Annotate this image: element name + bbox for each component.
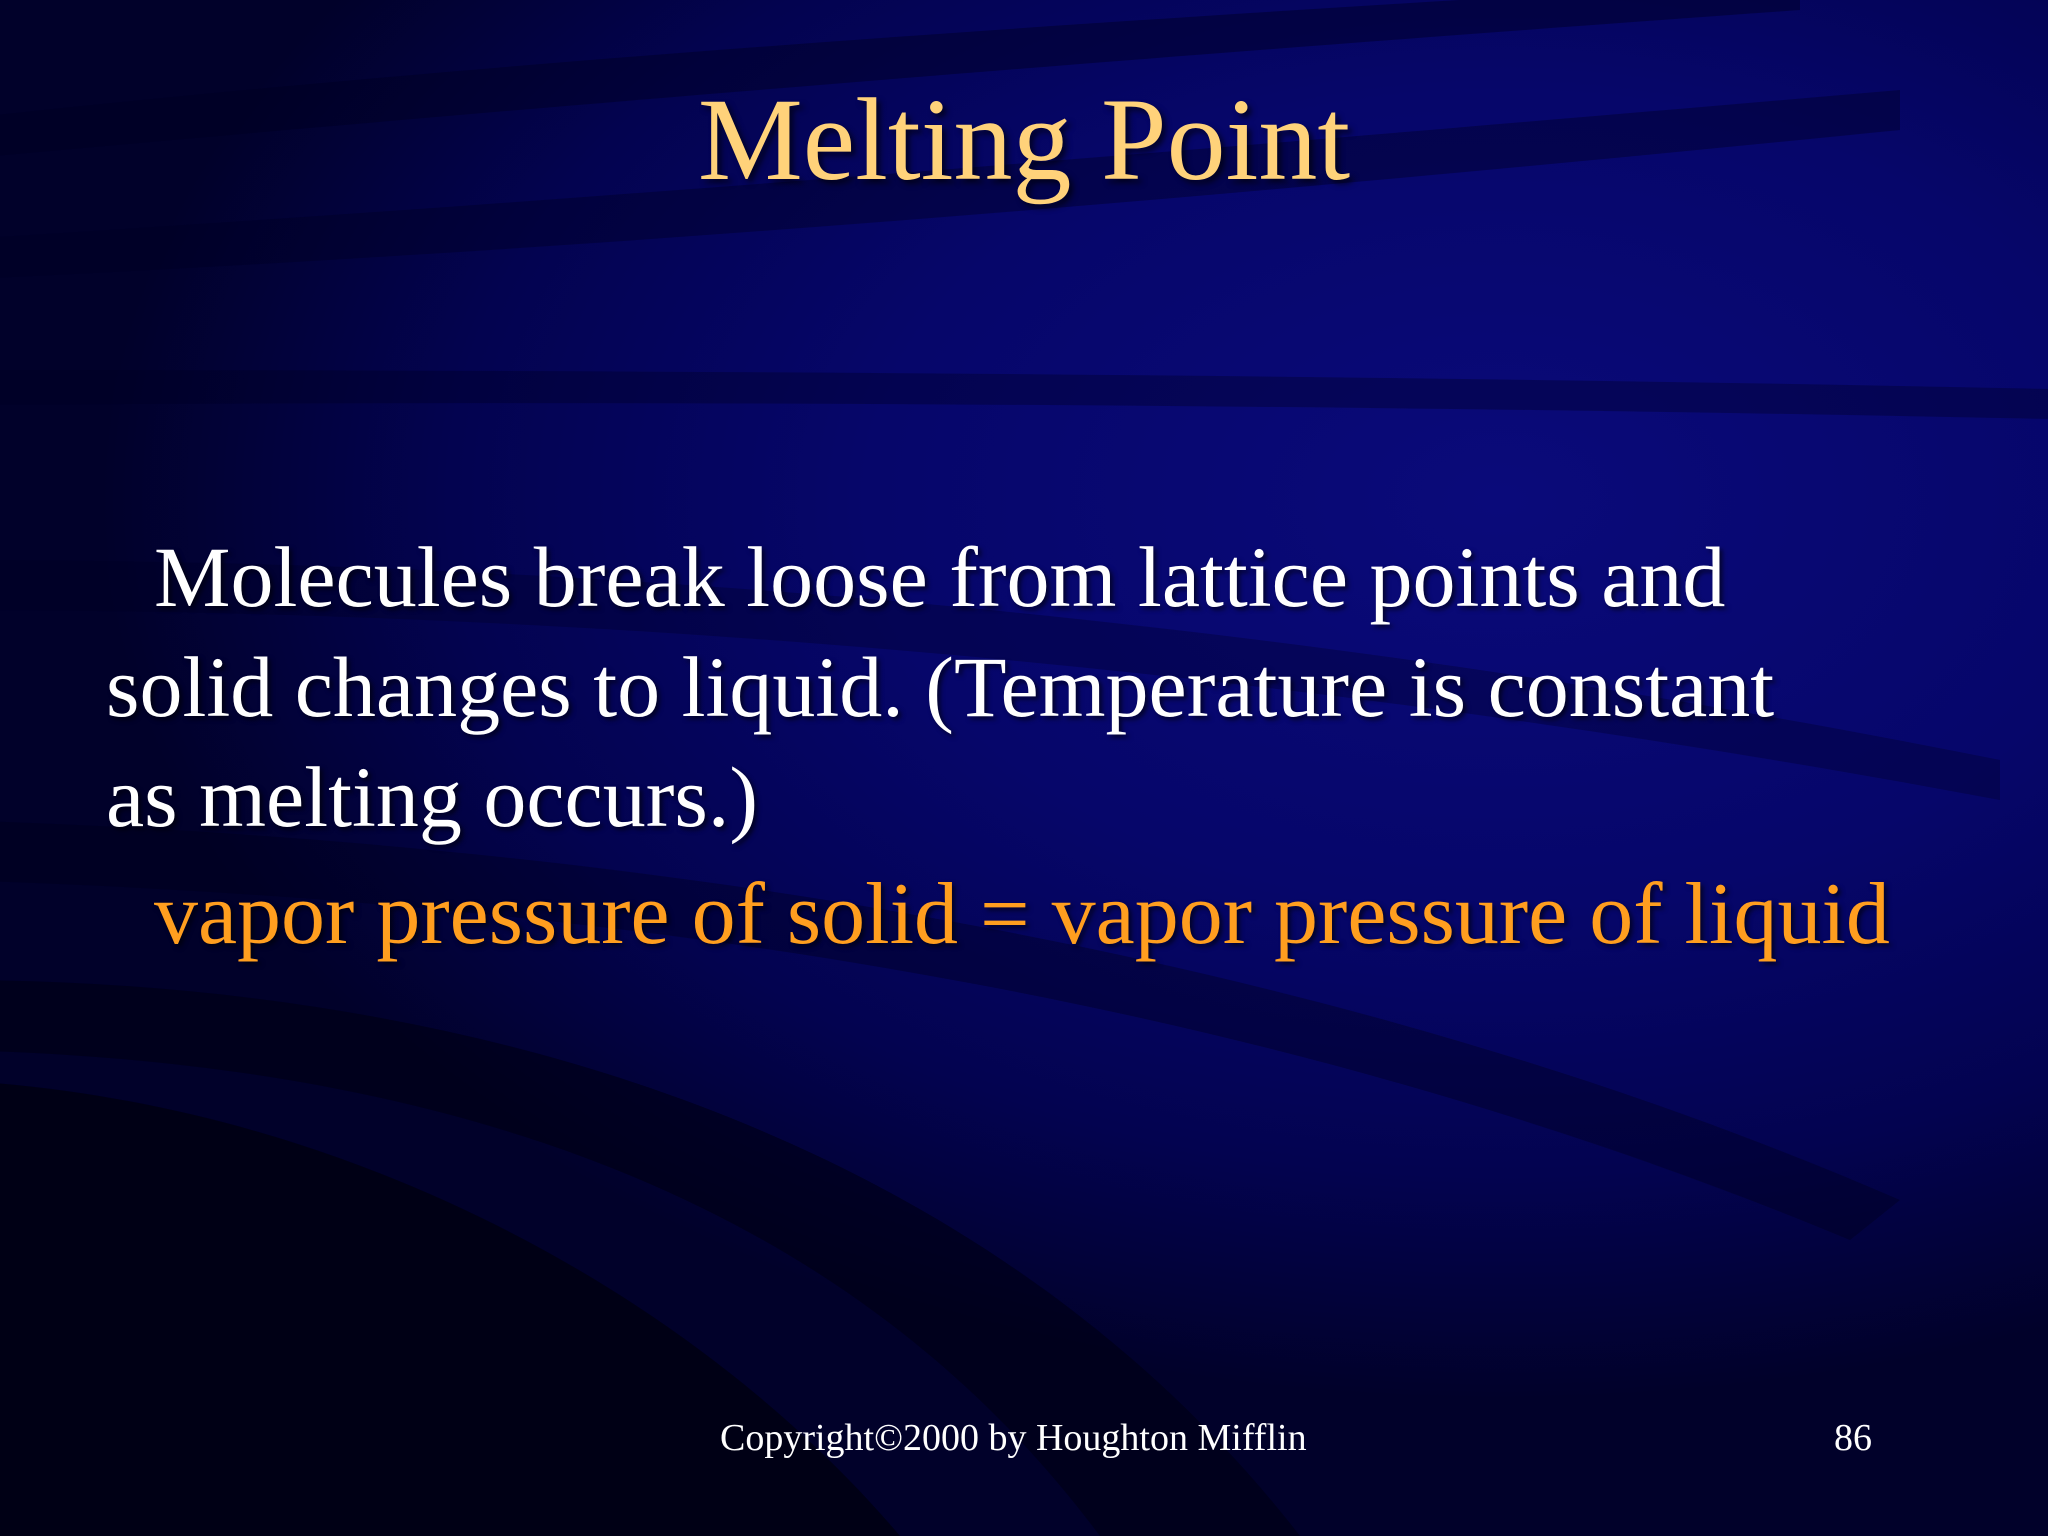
- page-number: 86: [1834, 1417, 1872, 1459]
- vapor-pressure-equation: vapor pressure of solid = vapor pressure of liquid: [154, 866, 1890, 963]
- copyright-footer: Copyright©2000 by Houghton Mifflin: [720, 1417, 1307, 1459]
- body-paragraph: [106, 522, 1966, 852]
- body-line-1: Molecules break loose from lattice points and: [154, 529, 1726, 625]
- body-line-3: as melting occurs.): [106, 749, 758, 845]
- slide-title: Melting Point: [697, 74, 1351, 205]
- body-line-2: solid changes to liquid. (Temperature is constant: [106, 639, 1775, 735]
